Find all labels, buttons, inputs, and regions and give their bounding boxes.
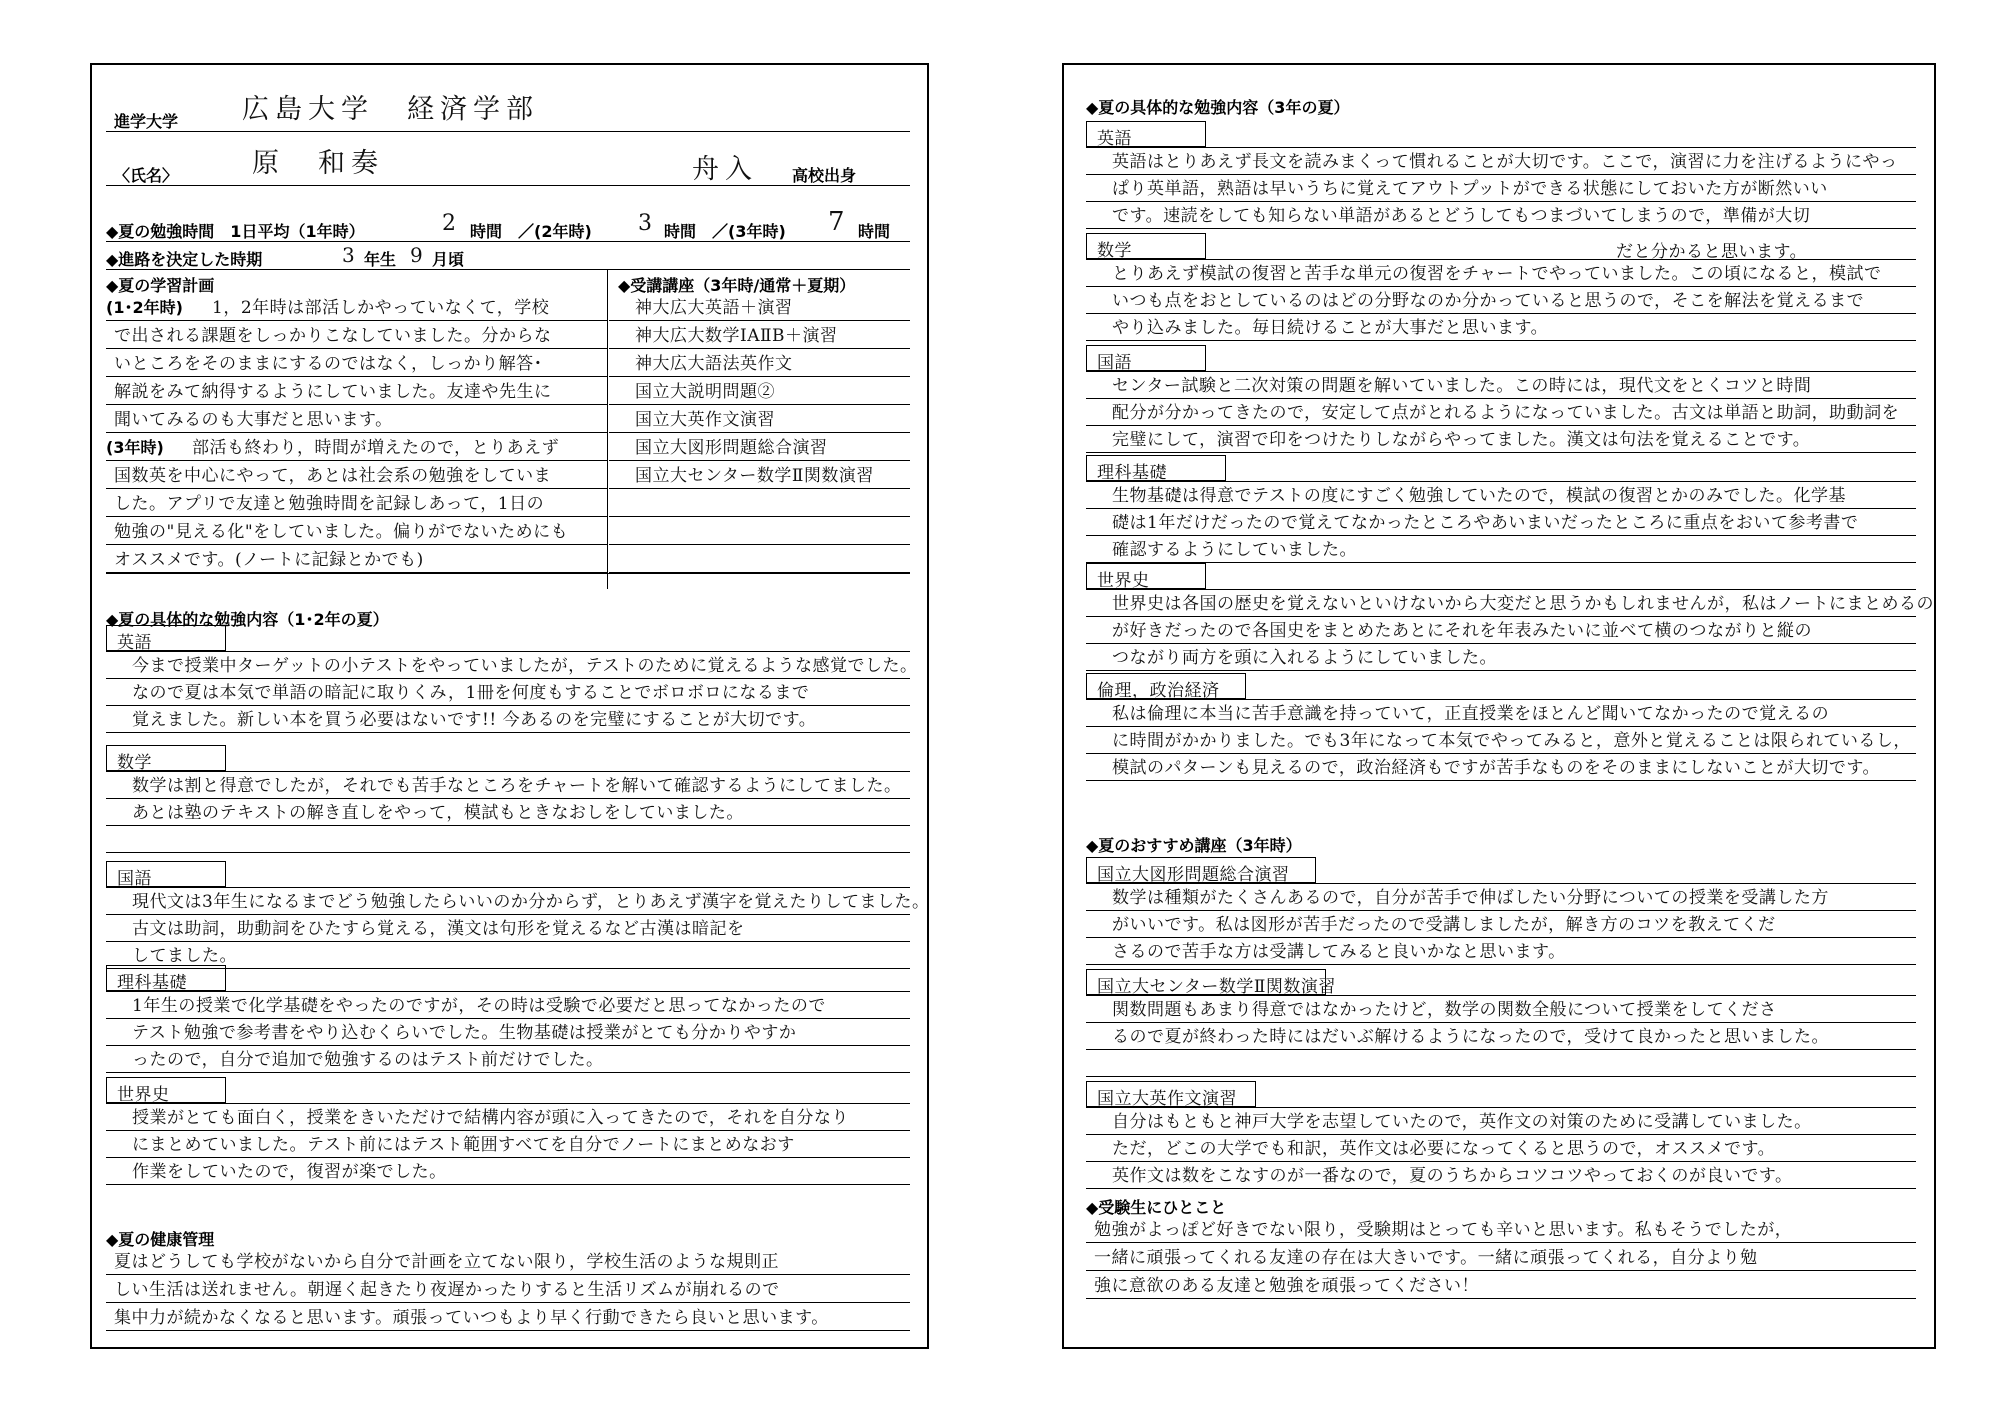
plan-text: 部活も終わり，時間が増えたので，とりあえず xyxy=(192,438,560,458)
study-time-unit1: 時間 ／(2年時) xyxy=(470,222,592,241)
content-text: 配分が分かってきたので，安定して点がとれるようになっていました。古文は単語と助詞，助動詞を xyxy=(1112,403,1900,423)
plan-line xyxy=(106,517,607,545)
content-text: 私は倫理に本当に苦手意識を持っていて，正直授業をほとんど聞いてなかったので覚えるの xyxy=(1112,704,1830,724)
content-line xyxy=(1086,884,1916,911)
health-text: 集中力が続かなくなると思います。頑張っていつもより早く行動できたら良いと思います。 xyxy=(114,1308,829,1328)
course-item: 神大広大英語＋演習 xyxy=(635,298,793,318)
content-line xyxy=(1086,911,1916,938)
subject-name: 国立大センター数学Ⅱ関数演習 xyxy=(1097,977,1336,997)
content-line xyxy=(106,799,910,826)
subject-name: 国語 xyxy=(1097,353,1132,373)
content-line xyxy=(1086,148,1916,175)
plan-line xyxy=(106,377,607,405)
content-text: 現代文は3年生になるまでどう勉強したらいいのか分からず，とりあえず漢字を覚えたりしてました。 xyxy=(132,892,930,912)
subject-name: 倫理，政治経済 xyxy=(1097,681,1220,701)
content-text: 今まで授業中ターゲットの小テストをやっていましたが，テストのために覚えるような感覚でした。 xyxy=(132,656,918,676)
content-text: 関数問題もあまり得意ではなかったけど，数学の関数全般について授業をしてくださ xyxy=(1112,1000,1777,1020)
content-text: 数学は割と得意でしたが，それでも苦手なところをチャートを解いて確認するようにしてました。 xyxy=(132,776,902,796)
content-text: あとは塾のテキストの解き直しをやって，模試もときなおしをしていました。 xyxy=(132,803,744,823)
name-label: 〈氏名〉 xyxy=(114,166,179,185)
content-line xyxy=(1086,727,1916,754)
divider xyxy=(106,185,910,186)
study-time-unit2: 時間 ／(3年時) xyxy=(664,222,786,241)
career-month-unit: 月頃 xyxy=(432,250,465,269)
content-line xyxy=(1086,617,1916,644)
content-line xyxy=(106,826,910,853)
course-row xyxy=(609,517,910,545)
right-form-sheet xyxy=(1062,63,1936,1349)
course-item: 国立大説明問題② xyxy=(635,382,775,402)
plan-text: 国数英を中心にやって，あとは社会系の勉強をしていま xyxy=(114,466,552,486)
content-text: 覚えました。新しい本を買う必要はないです!! 今あるのを完璧にすることが大切です。 xyxy=(132,710,817,730)
content-line xyxy=(1086,509,1916,536)
content-line xyxy=(1086,754,1916,781)
course-row xyxy=(609,405,910,433)
school-value: 舟入 xyxy=(692,154,758,185)
content-line xyxy=(106,992,910,1019)
career-label: ◆進路を決定した時期 xyxy=(106,250,263,269)
subject-label-box xyxy=(1086,455,1226,481)
content-line xyxy=(1086,1108,1916,1135)
content-line xyxy=(1086,938,1916,965)
content-line xyxy=(106,679,910,706)
plan-12-label: (1･2年時) xyxy=(106,298,183,317)
content-text: 完璧にして，演習で印をつけたりしながらやってました。漢文は句法を覚えることです。 xyxy=(1112,430,1811,450)
content-line xyxy=(1086,536,1916,563)
plan-line xyxy=(106,489,607,517)
left-form-sheet xyxy=(90,63,929,1349)
study-time-year3: 7 xyxy=(828,207,846,237)
subject-label-box xyxy=(1086,121,1206,147)
content-text: さるので苦手な方は受講してみると良いかなと思います。 xyxy=(1112,942,1566,962)
study-time-unit3: 時間 xyxy=(858,222,891,241)
content-line xyxy=(1086,1050,1916,1077)
content-line xyxy=(1086,996,1916,1023)
content-text: テスト勉強で参考書をやり込むくらいでした。生物基礎は授業がとても分かりやすか xyxy=(132,1023,797,1043)
plan-line xyxy=(106,321,607,349)
health-line xyxy=(106,1247,910,1275)
name-value: 原 和奏 xyxy=(252,148,384,179)
subject-name: 理科基礎 xyxy=(1097,463,1167,483)
content-line xyxy=(1086,372,1916,399)
subject-label-box xyxy=(1086,1081,1256,1107)
content-line xyxy=(106,1019,910,1046)
study-time-year2: 3 xyxy=(638,211,653,236)
plan-line xyxy=(106,349,607,377)
content-line xyxy=(106,1104,910,1131)
study-time-label: ◆夏の勉強時間 1日平均（1年時） xyxy=(106,222,365,241)
subject-label-box xyxy=(106,625,226,651)
recommend-heading: ◆夏のおすすめ講座（3年時） xyxy=(1086,836,1302,855)
course-row xyxy=(609,461,910,489)
content-text: やり込みました。毎日続けることが大事だと思います。 xyxy=(1112,318,1549,338)
content-text: 作業をしていたので，復習が楽でした。 xyxy=(132,1162,447,1182)
plan-line xyxy=(106,461,607,489)
subject-name: 世界史 xyxy=(1097,571,1150,591)
content-text: 礎は1年だけだったので覚えてなかったところやあいまいだったところに重点をおいて参考書で xyxy=(1112,513,1859,533)
plan-text: 1，2年時は部活しかやっていなくて，学校 xyxy=(212,298,550,318)
plan-line xyxy=(106,405,607,433)
health-line xyxy=(106,1303,910,1331)
content-line xyxy=(1086,260,1916,287)
university-label: 進学大学 xyxy=(114,112,179,131)
content-text: 確認するようにしていました。 xyxy=(1112,540,1357,560)
content-line xyxy=(1086,482,1916,509)
plan-text: 聞いてみるのも大事だと思います。 xyxy=(114,410,393,430)
content-text: ったので，自分で追加で勉強するのはテスト前だけでした。 xyxy=(132,1050,604,1070)
course-row xyxy=(609,545,910,573)
plan-text: した。アプリで友達と勉強時間を記録しあって，1日の xyxy=(114,494,545,514)
content-line xyxy=(1086,314,1916,341)
subject-name: 数学 xyxy=(1097,241,1132,261)
subject-name: 理科基礎 xyxy=(117,973,187,993)
content-line xyxy=(106,706,910,733)
content-text: いつも点をおとしているのはどの分野なのか分かっていると思うので，そこを解法を覚えるまで xyxy=(1112,291,1865,311)
divider xyxy=(106,131,910,132)
subject-label-box xyxy=(1086,233,1206,259)
university-value: 広島大学 経済学部 xyxy=(242,94,539,125)
content-line xyxy=(1086,644,1916,671)
course-row xyxy=(609,321,910,349)
subject-name: 英語 xyxy=(117,633,152,653)
content-text: 古文は助詞，助動詞をひたすら覚える，漢文は句形を覚えるなど古漢は暗記を xyxy=(132,919,745,939)
content-line xyxy=(1086,590,1934,617)
course-row xyxy=(609,489,910,517)
course-item: 神大広大語法英作文 xyxy=(635,354,793,374)
content-text: 英語はとりあえず長文を読みまくって慣れることが大切です。ここで，演習に力を注げるようにやっ xyxy=(1112,152,1898,172)
health-text: しい生活は送れません。朝遅く起きたり夜遅かったりすると生活リズムが崩れるので xyxy=(114,1280,780,1300)
content-line xyxy=(1086,399,1916,426)
subject-name: 世界史 xyxy=(117,1085,170,1105)
content-line xyxy=(106,888,930,915)
content-line xyxy=(1086,1135,1916,1162)
course-item: 国立大図形問題総合演習 xyxy=(635,438,828,458)
content-text: なので夏は本気で単語の暗記に取りくみ，1冊を何度もすることでボロボロになるまで xyxy=(132,683,810,703)
career-grade-unit: 年生 xyxy=(364,250,397,269)
content-text: 自分はもともと神戸大学を志望していたので，英作文の対策のために受講していました。 xyxy=(1112,1112,1812,1132)
content-text: 英作文は数をこなすのが一番なので，夏のうちからコツコツやっておくのが良いです。 xyxy=(1112,1166,1793,1186)
divider xyxy=(106,573,910,574)
courses-heading: ◆受講講座（3年時/通常＋夏期） xyxy=(618,276,856,295)
content-line xyxy=(1086,426,1916,453)
subject-label-box xyxy=(106,861,226,887)
content-text: 数学は種類がたくさんあるので，自分が苦手で伸ばしたい分野についての授業を受講した方 xyxy=(1112,888,1829,908)
plan-text: いところをそのままにするのではなく，しっかり解答･ xyxy=(114,354,543,374)
content-text: 模試のパターンも見えるので，政治経済もですが苦手なものをそのままにしないことが大切です。 xyxy=(1112,758,1880,778)
content-text: が好きだったので各国史をまとめたあとにそれを年表みたいに並べて横のつながりと縦の xyxy=(1112,621,1812,641)
subject-name: 国立大図形問題総合演習 xyxy=(1097,865,1290,885)
subject-name: 英語 xyxy=(1097,129,1132,149)
plan-text: オススメです。(ノートに記録とかでも) xyxy=(114,550,424,570)
message-line xyxy=(1086,1271,1916,1299)
course-row xyxy=(609,349,910,377)
plan-line xyxy=(106,433,607,461)
message-text: 一緒に頑張ってくれる友達の存在は大きいです。一緒に頑張ってくれる，自分より勉 xyxy=(1094,1248,1758,1268)
content-text: してました。 xyxy=(132,946,237,966)
career-month: 9 xyxy=(410,243,424,267)
content-text: 生物基礎は得意でテストの度にすごく勉強していたので，模試の復習とかのみでした。化学基 xyxy=(1112,486,1846,506)
health-line xyxy=(106,1275,910,1303)
content-text: にまとめていました。テスト前にはテスト範囲すべてを自分でノートにまとめなおす xyxy=(132,1135,795,1155)
message-text: 勉強がよっぽど好きでない限り，受験期はとっても辛いと思います。私もそうでしたが， xyxy=(1094,1220,1793,1240)
content-text: るので夏が終わった時にはだいぶ解けるようになったので，受けて良かったと思いました。 xyxy=(1112,1027,1829,1047)
school-label: 高校出身 xyxy=(792,166,857,185)
content-text: 1年生の授業で化学基礎をやったのですが，その時は受験で必要だと思ってなかったので xyxy=(132,996,826,1016)
content-text: つながり両方を頭に入れるようにしていました。 xyxy=(1112,648,1497,668)
content-line xyxy=(106,652,918,679)
subject-label-box xyxy=(1086,345,1206,371)
message-line xyxy=(1086,1243,1916,1271)
content-line xyxy=(106,942,910,969)
course-row xyxy=(609,433,910,461)
content-line xyxy=(106,915,910,942)
plan-3-label: (3年時) xyxy=(106,438,164,457)
subject-name: 数学 xyxy=(117,753,152,773)
plan-heading: ◆夏の学習計画 xyxy=(106,276,215,295)
content-heading-3: ◆夏の具体的な勉強内容（3年の夏） xyxy=(1086,98,1350,117)
content-line xyxy=(106,1131,910,1158)
subject-label-box xyxy=(106,745,226,771)
subject-label-box xyxy=(106,1077,226,1103)
message-line xyxy=(1086,1215,1916,1243)
content-line xyxy=(1086,202,1916,229)
subject-extra-text: だと分かると思います。 xyxy=(1616,242,1808,262)
course-item: 国立大英作文演習 xyxy=(635,410,775,430)
column-divider xyxy=(607,269,608,589)
content-text: ただ，どこの大学でも和訳，英作文は必要になってくると思うので，オススメです。 xyxy=(1112,1139,1776,1159)
content-text: です。速読をしても知らない単語があるとどうしてもつまづいてしまうので，準備が大切 xyxy=(1112,206,1811,226)
course-item: 神大広大数学ⅠAⅡB＋演習 xyxy=(635,326,838,346)
content-heading: ◆夏の具体的な勉強内容（1･2年の夏） xyxy=(106,610,389,629)
content-text: に時間がかかりました。でも3年になって本気でやってみると，意外と覚えることは限られているし， xyxy=(1112,731,1911,751)
course-item: 国立大センター数学Ⅱ関数演習 xyxy=(635,466,874,486)
content-line xyxy=(1086,1023,1916,1050)
content-text: センター試験と二次対策の問題を解いていました。この時には，現代文をとくコツと時間 xyxy=(1112,376,1812,396)
divider xyxy=(106,241,910,242)
career-grade: 3 xyxy=(342,243,356,267)
plan-text: 勉強の"見える化"をしていました。偏りがでないためにも xyxy=(114,522,569,542)
subject-name: 国立大英作文演習 xyxy=(1097,1089,1237,1109)
plan-line xyxy=(106,293,607,321)
message-heading: ◆受験生にひとこと xyxy=(1086,1198,1227,1217)
subject-name: 国語 xyxy=(117,869,152,889)
content-line xyxy=(1086,1162,1916,1189)
study-time-year1: 2 xyxy=(442,211,457,236)
content-line xyxy=(1086,700,1916,727)
content-text: とりあえず模試の復習と苦手な単元の復習をチャートでやっていました。この頃になると，模試で xyxy=(1112,264,1882,284)
content-text: ぱり英単語，熟語は早いうちに覚えてアウトプットができる状態にしておいた方が断然いい xyxy=(1112,179,1828,199)
content-text: がいいです。私は図形が苦手だったので受講しましたが，解き方のコツを教えてくだ xyxy=(1112,915,1776,935)
health-heading: ◆夏の健康管理 xyxy=(106,1230,215,1249)
content-line xyxy=(1086,287,1916,314)
message-text: 強に意欲のある友達と勉強を頑張ってください！ xyxy=(1094,1276,1479,1296)
subject-label-box xyxy=(1086,969,1336,997)
plan-line xyxy=(106,545,607,573)
course-row xyxy=(609,377,910,405)
subject-label-box xyxy=(1086,857,1316,883)
health-text: 夏はどうしても学校がないから自分で計画を立てない限り，学校生活のような規則正 xyxy=(114,1252,779,1272)
subject-label-box xyxy=(1086,673,1246,699)
divider xyxy=(106,269,910,270)
subject-label-box xyxy=(1086,563,1206,589)
content-line xyxy=(106,1158,910,1185)
plan-text: で出される課題をしっかりこなしていました。分からな xyxy=(114,326,552,346)
content-text: 世界史は各国の歴史を覚えないといけないから大変だと思うかもしれませんが，私はノートにまとめるの xyxy=(1112,594,1934,614)
course-row xyxy=(609,293,910,321)
content-line xyxy=(106,1046,910,1073)
content-line xyxy=(106,772,910,799)
subject-label-box xyxy=(106,965,226,991)
plan-text: 解説をみて納得するようにしていました。友達や先生に xyxy=(114,382,552,402)
content-text: 授業がとても面白く，授業をきいただけで結構内容が頭に入ってきたので，それを自分なり xyxy=(132,1108,849,1128)
content-line xyxy=(1086,175,1916,202)
